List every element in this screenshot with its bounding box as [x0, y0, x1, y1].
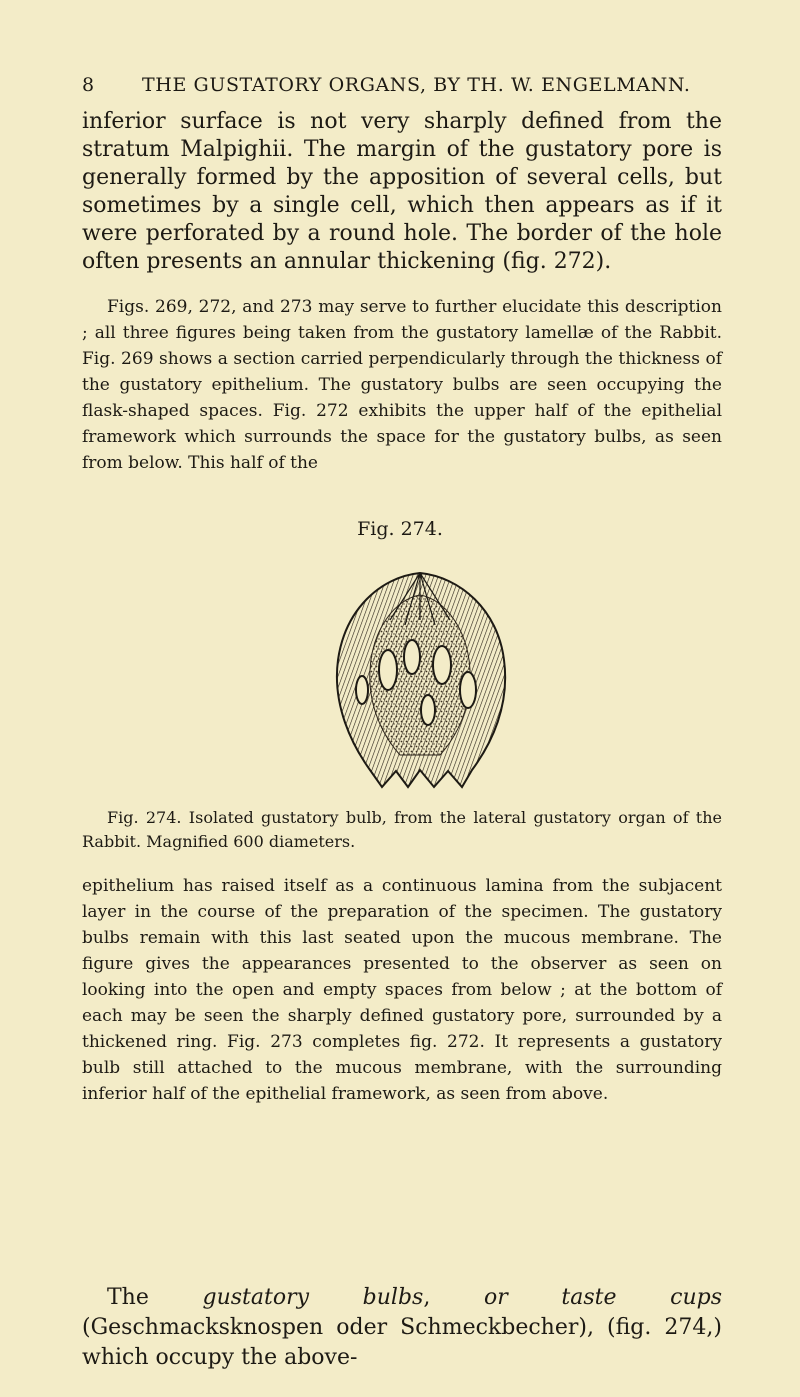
paragraph-2: Figs. 269, 272, and 273 may serve to further elucidate this description ; all three figures being taken from the gustatory lamellæ of the Rabbit. Fig. 269 shows a section carried perpendicularly through the thickness of the gustatory epithelium. The gustatory bulbs are seen occupying the flask-shaped spaces. Fig. 272 exhibits the upper half of the epithelial framework which surrounds the space for the gustatory bulbs, as seen from below. This half of the	[82, 297, 722, 473]
cell-nucleus	[433, 646, 451, 684]
p4-mid2	[508, 1285, 562, 1310]
paragraph-4	[82, 1283, 722, 1373]
cell-nucleus	[356, 676, 368, 704]
page-number: 8	[82, 74, 95, 96]
paragraph-3: epithelium has raised itself as a continuous lamina from the subjacent layer in the course of the preparation of the specimen. The gustatory bulbs remain with this last seated upon the mucous membrane. The figure gives the appearances presented to the observer as seen on looking into the open and empty spaces from below ; at the bottom of each may be seen the sharply defined gustatory pore, surrounded by a thickened ring. Fig. 273 completes fig. 272. It represents a gustatory bulb still attached to the mucous membrane, with the surrounding inferior half of the epithelial framework, as seen from above.	[82, 876, 722, 1104]
gustatory-bulb-illustration	[310, 565, 530, 790]
figure-label: Fig. 274.	[357, 518, 443, 540]
term-or: or	[483, 1285, 508, 1310]
p4-end: (Geschmacksknospen oder Schmeckbecher), (fig. 274,) which occupy the above-	[82, 1315, 722, 1370]
running-title: THE GUSTATORY ORGANS, BY TH. W. ENGELMANN.	[142, 74, 691, 96]
running-header	[82, 74, 722, 96]
figure-caption: Fig. 274. Isolated gustatory bulb, from the lateral gustatory organ of the Rabbit. Magnified 600 diameters.	[82, 808, 722, 851]
p4-mid1: ,	[423, 1285, 484, 1310]
cell-nucleus	[404, 640, 420, 674]
cell-nucleus	[421, 695, 435, 725]
cell-nucleus	[379, 650, 397, 690]
paragraph-1: inferior surface is not very sharply defined from the stratum Malpighii. The margin of the gustatory pore is generally formed by the apposition of several cells, but sometimes by a single cell, which then appears as if it were perforated by a round hole. The border of the hole often presents an annular thickening (fig. 272).	[82, 109, 722, 274]
term-gustatory-bulbs: gustatory bulbs	[202, 1285, 424, 1310]
p4-start: The	[107, 1285, 203, 1310]
term-taste-cups: taste cups	[561, 1285, 722, 1310]
cell-nucleus	[460, 672, 476, 708]
